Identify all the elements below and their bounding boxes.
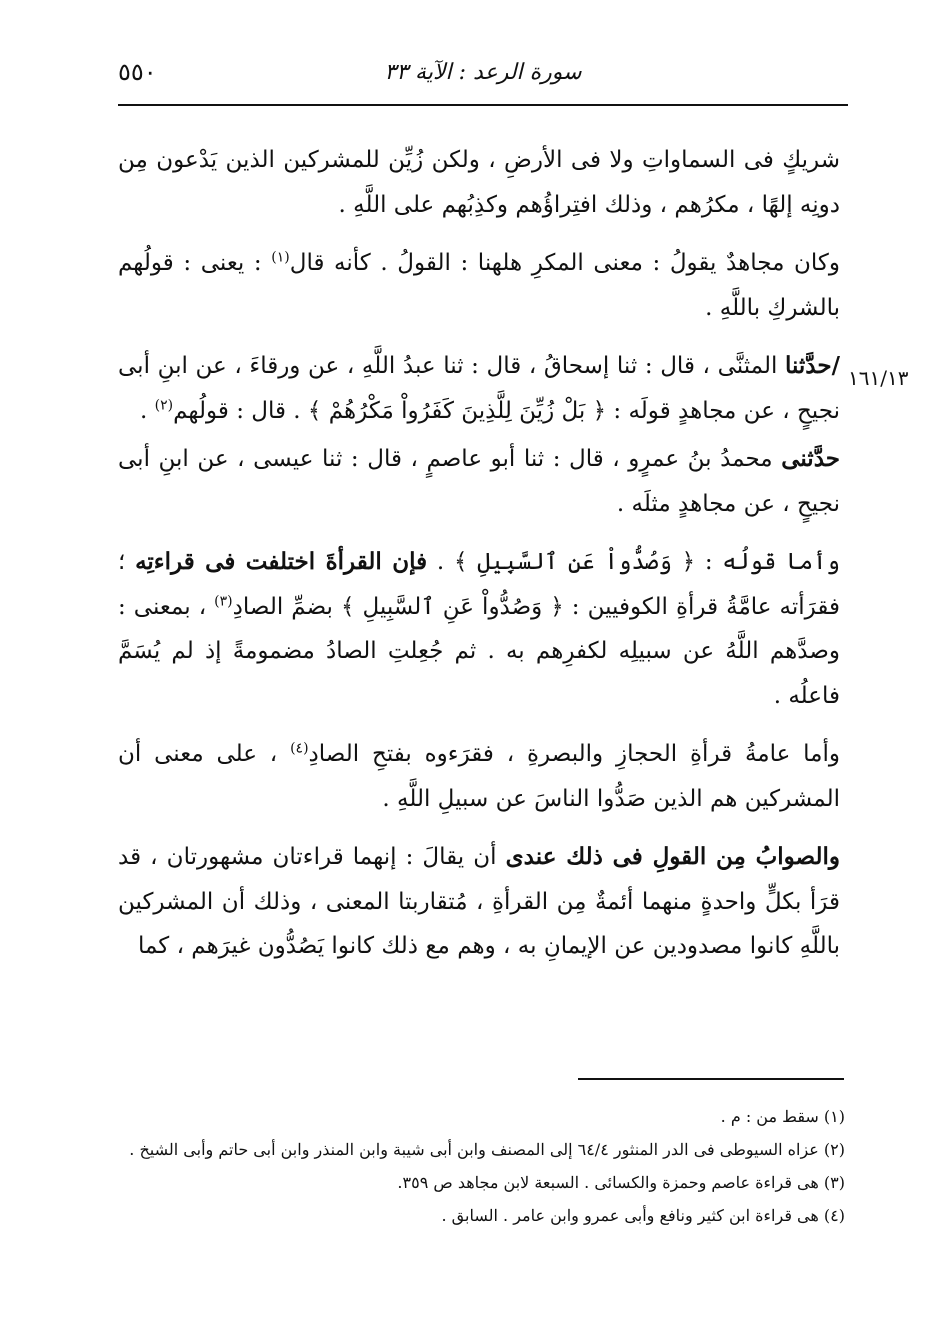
paragraph-7-lead: والصوابُ مِن القولِ فى ذلك عندى [505, 843, 840, 870]
paragraph-5-text-c: ، بمعنى : وصدَّهم اللَّهُ عن سبيلِه لكفرِهم به . ثم جُعِلتِ الصادُ مضمومةً إذ لم يُسَمَّ فاعلُه . [118, 593, 840, 709]
side-reference: ١٦١/١٣ [848, 366, 909, 390]
footnote-ref-2: (٢) [154, 396, 174, 413]
running-title: سورة الرعد : الآية ٣٣ [384, 60, 582, 85]
paragraph-5-text-b: ؛ فقرَأته عامَّةُ قرأةِ الكوفيين : ﴿ وَصُدُّواْ عَنِ ٱلسَّبِيلِ ﴾ بضمِّ الصادِ [118, 549, 840, 620]
footnote-rule [578, 1078, 844, 1080]
paragraph-5-text-a: وأما قولُه : ﴿ وَصُدُّواْ عَنِ ٱلسَّبِيلِ ﴾ . [427, 549, 840, 575]
paragraph-5 [118, 540, 840, 718]
paragraph-3-text-a: المثنَّى ، قال : ثنا إسحاقُ ، قال : ثنا عبدُ اللَّهِ ، عن ورقاءَ ، عن ابنِ أبى نجيحٍ ، عن مجاهدٍ قولَه : ﴿ بَلْ زُيِّنَ لِلَّذِينَ كَفَرُواْ مَكْرُهُمْ ﴾ . قال : قولُهم [118, 353, 840, 424]
paragraph-4 [118, 437, 840, 526]
paragraph-4-lead: حدَّثنى [781, 445, 840, 472]
paragraph-5-heading: فإن القرأةَ اختلفت فى قراءتِه [135, 548, 428, 575]
page-number: ٥٥٠ [118, 58, 157, 86]
paragraph-3-text-b: . [140, 397, 155, 424]
footnote-4: (٤) هى قراءة ابن كثير ونافع وأبى عمرو وابن عامر . السابق . [441, 1206, 845, 1225]
footnote-2: (٢) عزاه السيوطى فى الدر المنثور ٦٤/٤ إلى المصنف وابن أبى شيبة وابن المنذر وابن أبى حاتم وأبى الشيخ . [129, 1140, 845, 1159]
paragraph-3-lead: /حدَّثنا [784, 352, 840, 379]
header-rule [118, 104, 848, 106]
paragraph-6-text-a: وأما عامةُ قرأةِ الحجازِ والبصرةِ ، فقرَءوه بفتحِ الصادِ [308, 741, 841, 767]
paragraph-6-text-b: ، على معنى أن المشركين هم الذين صَدُّوا الناسَ عن سبيلِ اللَّهِ . [118, 741, 840, 812]
paragraph-1: شريكٍ فى السماواتِ ولا فى الأرضِ ، ولكن زُيِّن للمشركين الذين يَدْعون مِن دونِه إلهًا ، مكرُهم ، وذلك افتِراؤُهم وكذِبُهم على اللَّهِ . [118, 147, 840, 218]
footnote-ref-4: (٤) [290, 740, 309, 757]
page-header [118, 52, 848, 102]
paragraph-7-text: أن يقالَ : إنهما قراءتان مشهورتان ، قد قرَأ بكلٍّ واحدةٍ منهما أئمةٌ مِن القرأةِ ، مُتقاربتا المعنى ، وذلك أن المشركين باللَّهِ كانوا مصدودين عن الإيمانِ به ، وهم مع ذلك كانوا يَصُدُّون غيرَهم ، كما [118, 844, 840, 959]
footnote-ref-1: (١) [271, 249, 290, 266]
paragraph-3 [118, 344, 840, 433]
paragraph-6 [118, 732, 840, 821]
paragraph-2-text-b: : يعنى : قولُهم بالشركِ باللَّهِ . [118, 250, 840, 321]
body-text [118, 138, 840, 983]
footnote-1: (١) سقط من : م . [720, 1107, 845, 1126]
paragraph-7 [118, 835, 840, 969]
footnotes [118, 1100, 845, 1232]
paragraph-2 [118, 241, 840, 330]
footnote-3: (٣) هى قراءة عاصم وحمزة والكسائى . السبعة لابن مجاهد ص ٣٥٩. [397, 1173, 845, 1192]
footnote-ref-3: (٣) [214, 592, 233, 609]
paragraph-2-text-a: وكان مجاهدٌ يقولُ : معنى المكرِ هلهنا : القولُ . كأنه قال [289, 250, 840, 276]
paragraph-4-text: محمدُ بنُ عمرٍو ، قال : ثنا أبو عاصمٍ ، قال : ثنا عيسى ، عن ابنِ أبى نجيحٍ ، عن مجاهدٍ مثلَه . [118, 446, 840, 517]
